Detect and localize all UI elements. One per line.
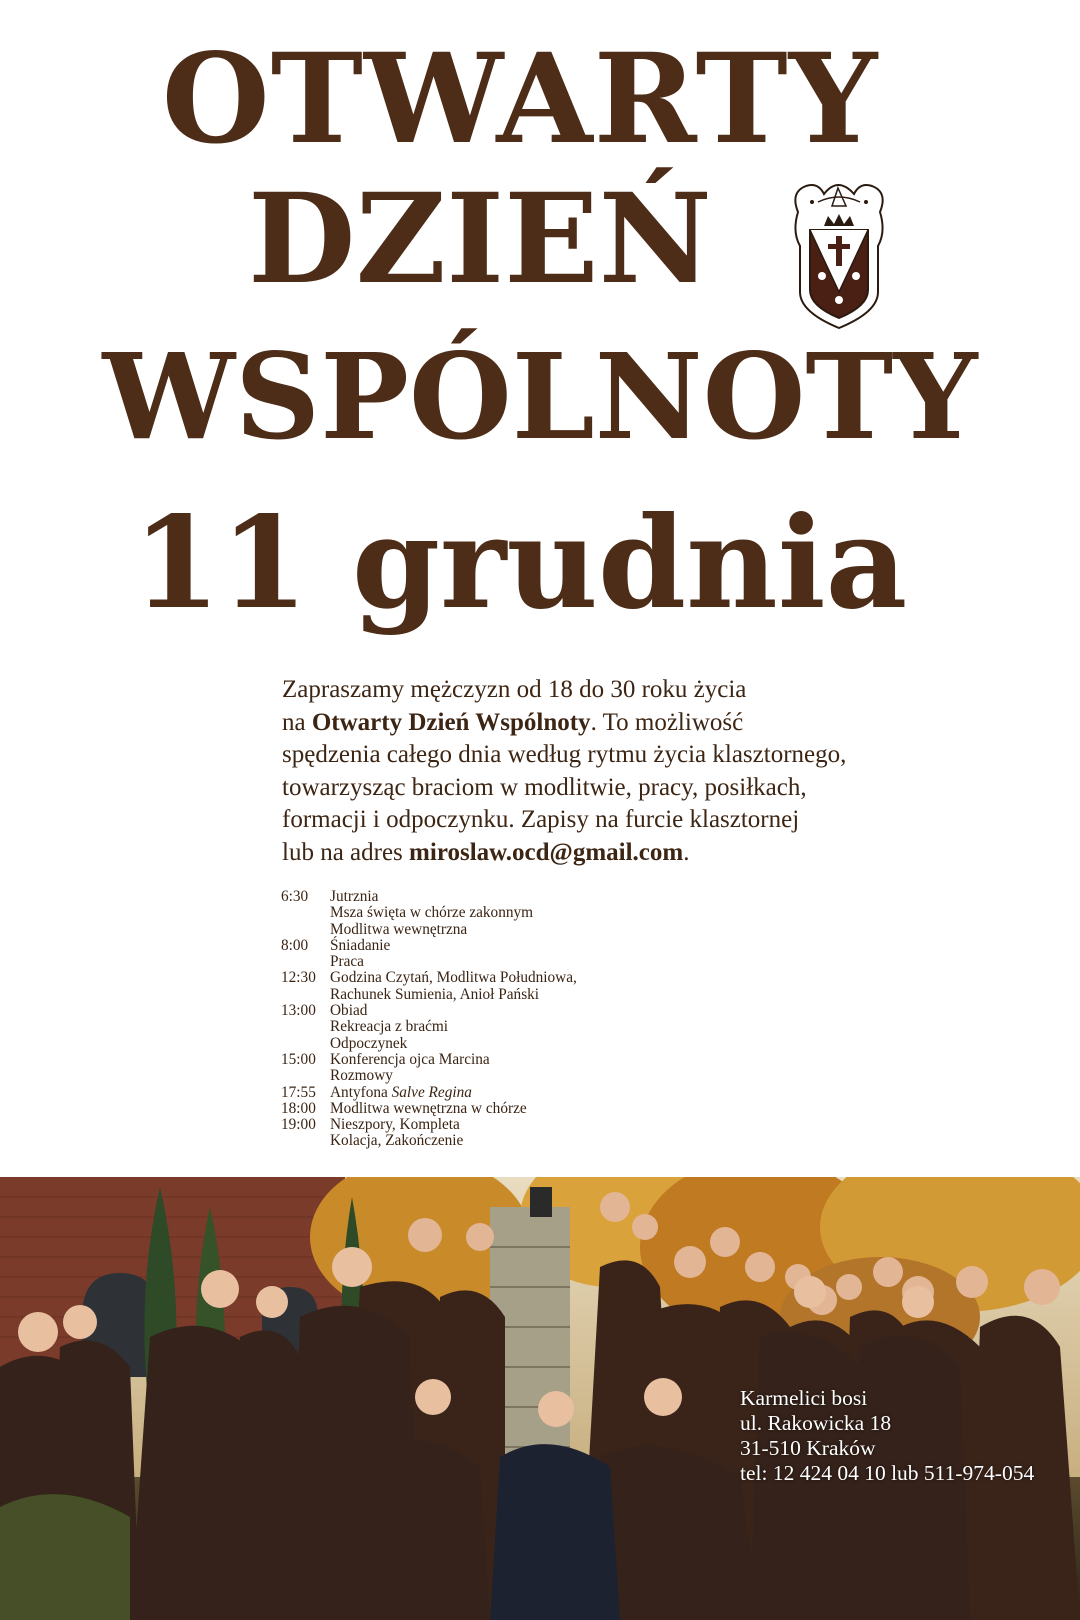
schedule-row: Rozmowy xyxy=(330,1067,393,1085)
intro-line-4: towarzysząc braciom w modlitwie, pracy, posiłkach, xyxy=(282,773,807,801)
schedule-row: Rachunek Sumienia, Anioł Pański xyxy=(330,985,540,1003)
schedule-list xyxy=(281,889,741,1150)
contact-name: Karmelici bosi xyxy=(740,1386,868,1410)
title-date: 11 grudnia xyxy=(132,489,908,637)
intro-paragraph xyxy=(282,674,982,869)
event-name: Otwarty Dzień Wspólnoty xyxy=(311,708,591,736)
schedule-row: 15:00 Konferencja ojca Marcina xyxy=(281,1050,490,1068)
intro-line-1: Zapraszamy mężczyzn od 18 do 30 roku życia xyxy=(282,676,747,703)
carmelite-coat-of-arms-icon xyxy=(788,172,890,332)
schedule-row: 17:55 Antyfona Salve Regina xyxy=(281,1083,472,1101)
schedule-row: Kolacja, Zakończenie xyxy=(330,1132,464,1150)
intro-line-3: spędzenia całego dnia według rytmu życia klasztornego, xyxy=(282,741,847,768)
schedule-row: Rekreacja z braćmi xyxy=(330,1018,449,1036)
contact-info xyxy=(740,1386,1034,1486)
schedule-row: Modlitwa wewnętrzna xyxy=(330,920,468,938)
email-address: miroslaw.ocd@gmail.com xyxy=(409,838,684,866)
schedule-row: Odpoczynek xyxy=(330,1034,408,1052)
schedule-row: 6:30 Jutrznia xyxy=(281,888,379,905)
schedule-row: Msza święta w chórze zakonnym xyxy=(330,904,534,922)
contact-city: 31-510 Kraków xyxy=(740,1436,876,1460)
schedule-row: 13:00 Obiad xyxy=(281,1002,368,1020)
schedule-row: 12:30 Godzina Czytań, Modlitwa Południowa, xyxy=(281,969,577,987)
intro-line-2: na Otwarty Dzień Wspólnoty. To możliwość xyxy=(282,708,744,736)
title-line-1: OTWARTY xyxy=(161,27,879,172)
title-line-2: DZIEŃ xyxy=(248,167,712,312)
intro-line-5: formacji i odpoczynku. Zapisy na furcie klasztornej xyxy=(282,806,800,833)
schedule-row: 8:00 Śniadanie xyxy=(281,936,391,954)
intro-line-6: lub na adres miroslaw.ocd@gmail.com. xyxy=(282,838,690,866)
schedule-row: 18:00 Modlitwa wewnętrzna w chórze xyxy=(281,1099,527,1117)
schedule-row: 19:00 Nieszpory, Kompleta xyxy=(281,1116,460,1134)
contact-street: ul. Rakowicka 18 xyxy=(740,1411,892,1435)
schedule-row: Praca xyxy=(330,953,364,971)
contact-phone: tel: 12 424 04 10 lub 511-974-054 xyxy=(740,1461,1035,1485)
title-line-3: WSPÓLNOTY xyxy=(102,327,978,466)
